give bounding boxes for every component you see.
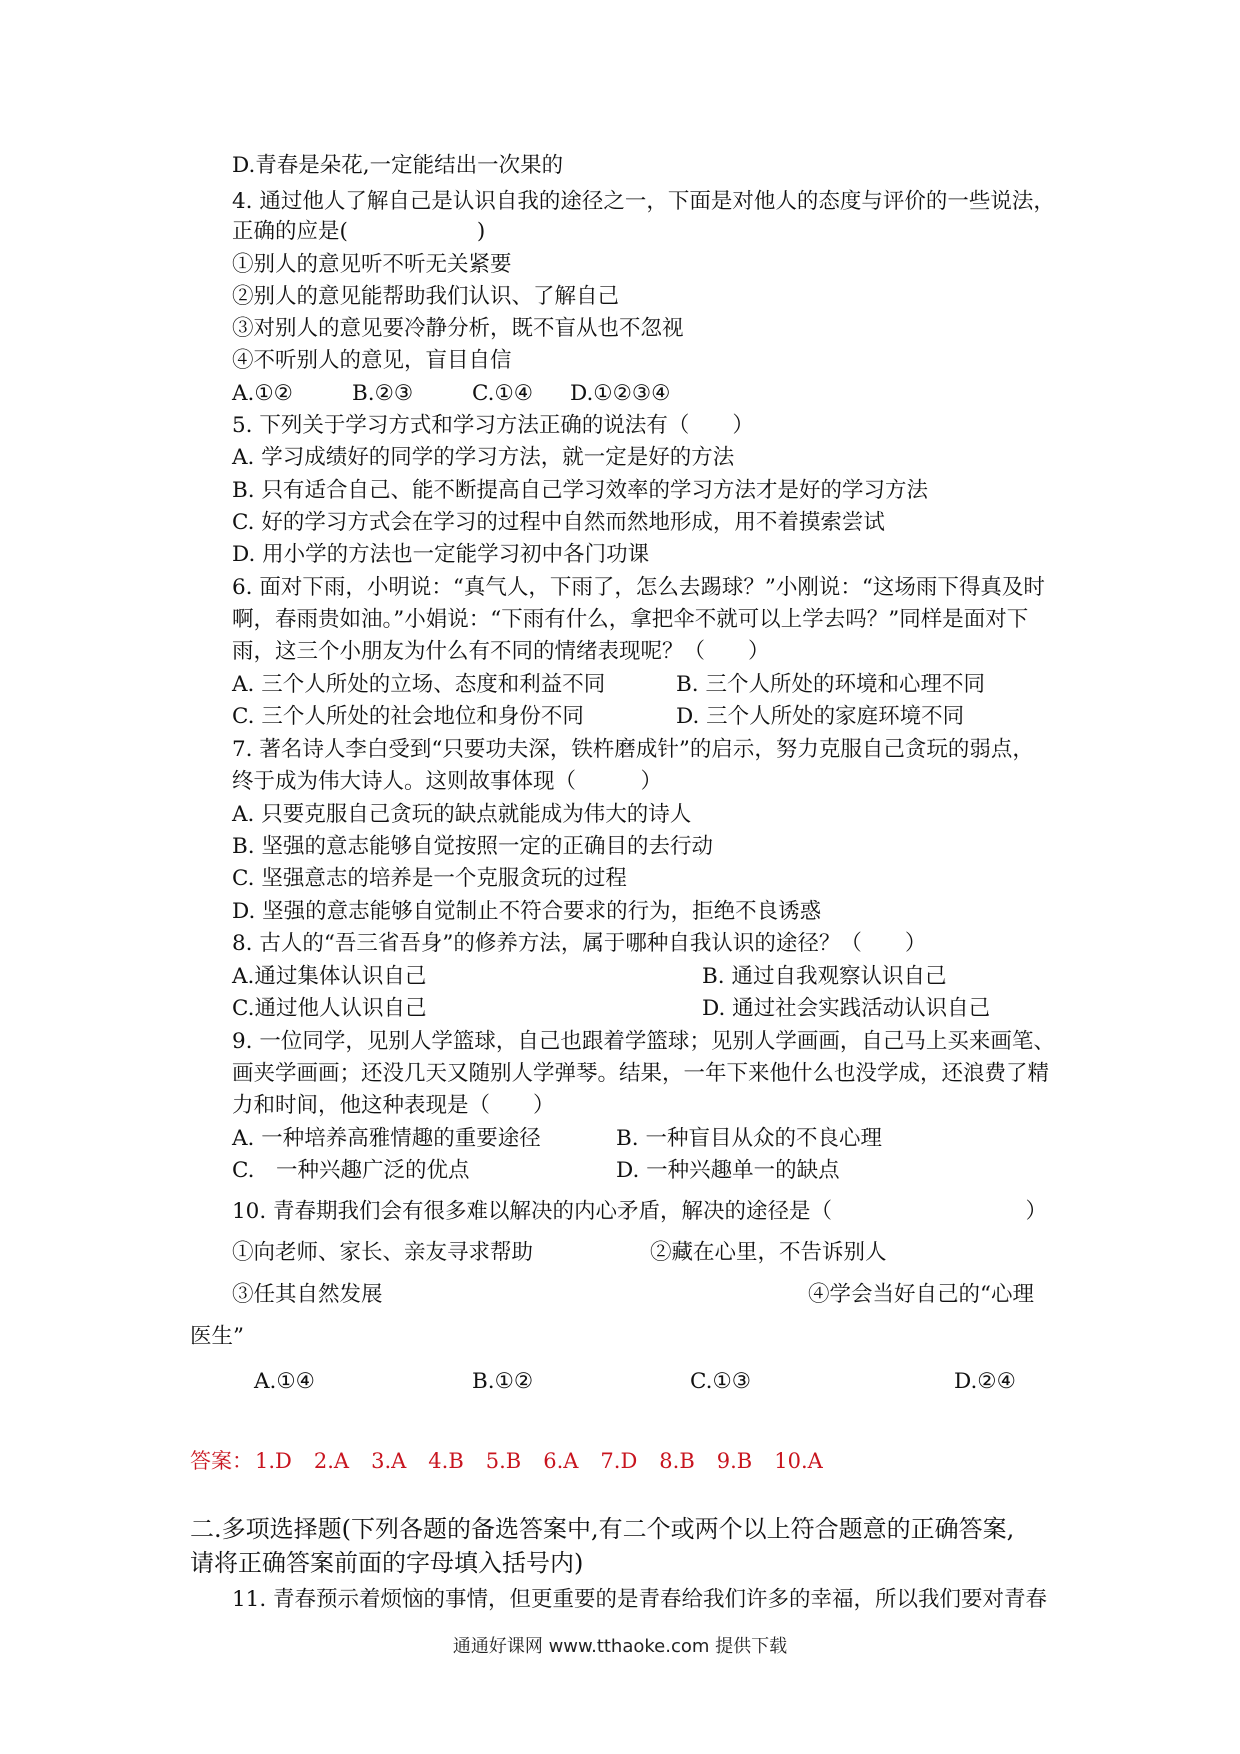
q4-item-2: ②别人的意见能帮助我们认识、了解自己 <box>232 284 620 309</box>
q4-item-3: ③对别人的意见要冷静分析，既不盲从也不忽视 <box>232 316 684 341</box>
q8-options-row2 <box>232 995 990 1023</box>
q8-options-row1 <box>232 963 946 991</box>
q10-options <box>254 1368 1016 1396</box>
q4-option-c: C.①④ <box>472 381 534 406</box>
q5-option-a: A. 学习成绩好的同学的学习方法，就一定是好的方法 <box>232 445 735 470</box>
q10-option-a: A.①④ <box>254 1369 315 1394</box>
q6-option-a: A. 三个人所处的立场、态度和利益不同 <box>232 672 606 697</box>
q7-option-b: B. 坚强的意志能够自觉按照一定的正确目的去行动 <box>232 834 713 859</box>
page-footer: 通通好课网 www.tthaoke.com 提供下载 <box>452 1636 788 1657</box>
q10-stem: 10. 青春期我们会有很多难以解决的内心矛盾，解决的途径是（ ） <box>232 1199 1048 1224</box>
answer-item: 3.A <box>371 1449 407 1473</box>
q4-item-1: ①别人的意见听不听无关紧要 <box>232 252 512 277</box>
q10-item-4-cont: 医生” <box>190 1324 244 1349</box>
answer-item: 4.B <box>428 1449 464 1473</box>
q4-item-4: ④不听别人的意见，盲目自信 <box>232 348 512 373</box>
q7-option-d: D. 坚强的意志能够自觉制止不符合要求的行为，拒绝不良诱惑 <box>232 899 822 924</box>
answer-item: 5.B <box>485 1449 522 1473</box>
q4-stem-line2: 正确的应是( ) <box>232 219 486 244</box>
q5-option-c: C. 好的学习方式会在学习的过程中自然而然地形成，用不着摸索尝试 <box>232 510 885 535</box>
q6-stem-line1: 6. 面对下雨，小明说：“真气人，下雨了，怎么去踢球？”小刚说：“这场雨下得真及时 <box>232 575 1045 600</box>
q6-option-d: D. 三个人所处的家庭环境不同 <box>676 704 965 729</box>
q9-options-row2 <box>232 1157 840 1185</box>
q8-option-c: C.通过他人认识自己 <box>232 996 427 1021</box>
q9-stem-line2: 画夹学画画；还没几天又随别人学弹琴。结果，一年下来他什么也没学成，还浪费了精 <box>232 1061 1050 1086</box>
q11-stem-line1: 11. 青春预示着烦恼的事情，但更重要的是青春给我们许多的幸福，所以我们要对青春 <box>232 1587 1048 1612</box>
q6-option-c: C. 三个人所处的社会地位和身份不同 <box>232 704 584 729</box>
q8-option-b: B. 通过自我观察认识自己 <box>702 964 947 989</box>
q3-option-d: D.青春是朵花,一定能结出一次果的 <box>232 153 564 178</box>
q9-stem-line1: 9. 一位同学，见别人学篮球，自己也跟着学篮球；见别人学画画，自己马上买来画笔、 <box>232 1029 1055 1054</box>
q10-item-3: ③任其自然发展 <box>232 1282 383 1307</box>
q6-stem-line2: 啊，春雨贵如油。”小娟说：“下雨有什么，拿把伞不就可以上学去吗？”同样是面对下 <box>232 607 1029 632</box>
answer-item: 7.D <box>600 1449 638 1473</box>
q9-stem-line3: 力和时间，他这种表现是（ ） <box>232 1093 555 1118</box>
q9-options-row1 <box>232 1125 882 1153</box>
q9-option-b: B. 一种盲目从众的不良心理 <box>616 1126 882 1151</box>
q7-option-a: A. 只要克服自己贪玩的缺点就能成为伟大的诗人 <box>232 802 692 827</box>
q8-option-a: A.通过集体认识自己 <box>232 964 427 989</box>
q10-item-2: ②藏在心里，不告诉别人 <box>650 1240 887 1265</box>
q8-stem: 8. 古人的“吾三省吾身”的修养方法，属于哪种自我认识的途径？（ ） <box>232 931 927 956</box>
q6-options-row2 <box>232 703 964 731</box>
q5-option-b: B. 只有适合自己、能不断提高自己学习效率的学习方法才是好的学习方法 <box>232 478 928 503</box>
q8-option-d: D. 通过社会实践活动认识自己 <box>702 996 991 1021</box>
q4-option-b: B.②③ <box>352 381 414 406</box>
q5-stem: 5. 下列关于学习方式和学习方法正确的说法有（ ） <box>232 413 754 438</box>
q10-option-c: C.①③ <box>690 1369 752 1394</box>
q4-options <box>232 380 670 408</box>
q4-stem-line1: 4. 通过他人了解自己是认识自我的途径之一，下面是对他人的态度与评价的一些说法， <box>232 189 1055 214</box>
q6-option-b: B. 三个人所处的环境和心理不同 <box>676 672 985 697</box>
q10-item-1: ①向老师、家长、亲友寻求帮助 <box>232 1240 534 1265</box>
q10-option-b: B.①② <box>472 1369 534 1394</box>
q9-option-a: A. 一种培养高雅情趣的重要途径 <box>232 1126 541 1151</box>
answer-item: 10.A <box>774 1449 823 1473</box>
q7-option-c: C. 坚强意志的培养是一个克服贪玩的过程 <box>232 866 627 891</box>
q4-option-d: D.①②③④ <box>570 381 671 406</box>
answer-label: 答案： <box>190 1449 253 1473</box>
section2-heading-line2: 请将正确答案前面的字母填入括号内) <box>190 1549 584 1577</box>
answer-key <box>190 1447 845 1475</box>
answer-item: 1.D <box>255 1449 292 1473</box>
q4-option-a: A.①② <box>232 381 293 406</box>
q7-stem-line2: 终于成为伟大诗人。这则故事体现（ ） <box>232 769 663 794</box>
q7-stem-line1: 7. 著名诗人李白受到“只要功夫深，铁杵磨成针”的启示，努力克服自己贪玩的弱点， <box>232 737 1034 762</box>
q10-option-d: D.②④ <box>954 1369 1016 1394</box>
answer-item: 6.A <box>543 1449 579 1473</box>
q10-item-4: ④学会当好自己的“心理 <box>808 1282 1034 1307</box>
q9-option-c: C. 一种兴趣广泛的优点 <box>232 1158 470 1183</box>
q6-stem-line3: 雨，这三个小朋友为什么有不同的情绪表现呢？（ ） <box>232 639 770 664</box>
q5-option-d: D. 用小学的方法也一定能学习初中各门功课 <box>232 542 650 567</box>
q10-items-row1 <box>232 1239 887 1267</box>
q6-options-row1 <box>232 671 985 699</box>
answer-item: 2.A <box>313 1449 350 1473</box>
answer-item: 9.B <box>716 1449 753 1473</box>
q9-option-d: D. 一种兴趣单一的缺点 <box>616 1158 840 1183</box>
section2-heading-line1: 二.多项选择题(下列各题的备选答案中,有二个或两个以上符合题意的正确答案, <box>190 1515 1015 1543</box>
answer-item: 8.B <box>659 1449 695 1473</box>
